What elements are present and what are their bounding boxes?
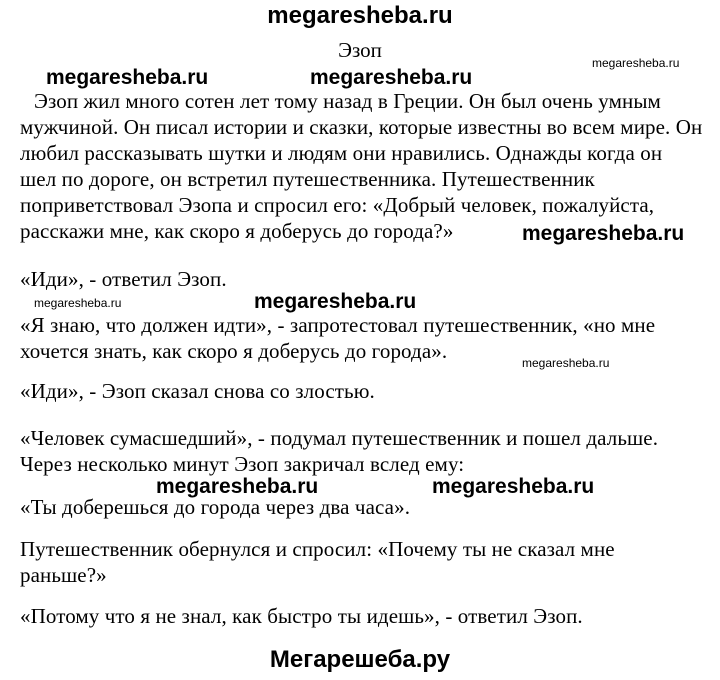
watermark: megaresheba.ru [432,475,595,498]
text-line: «Иди», - Эзоп сказал снова со злостью. [20,379,375,403]
watermark: megaresheba.ru [34,296,122,310]
text-line: шел по дороге, он встретил путешественника. Путешественник [20,167,595,191]
watermark: megaresheba.ru [46,66,209,89]
watermark: megaresheba.ru [310,66,473,89]
text-line: «Человек сумасшедший», - подумал путешественник и пошел дальше. [20,426,659,450]
site-header: megaresheba.ru [267,2,453,29]
watermark: megaresheba.ru [522,356,610,370]
watermark: megaresheba.ru [592,56,680,70]
page-title: Эзоп [338,38,382,62]
text-line: поприветствовал Эзопа и спросил его: «Добрый человек, пожалуйста, [20,193,655,217]
text-line: «Потому что я не знал, как быстро ты идешь», - ответил Эзоп. [20,604,583,628]
site-footer: Мегарешеба.ру [269,646,451,673]
text-line: раньше?» [20,563,107,587]
text-line: мужчиной. Он писал истории и сказки, которые известны во всем мире. Он [20,115,703,139]
text-line: любил рассказывать шутки и людям они нравились. Однажды когда он [20,141,663,165]
text-line: «Я знаю, что должен идти», - запротестовал путешественник, «но мне [20,313,656,337]
text-line: «Ты доберешься до города через два часа». [20,495,411,519]
text-line: Путешественник обернулся и спросил: «Почему ты не сказал мне [20,537,615,561]
text-line: Эзоп жил много сотен лет тому назад в Греции. Он был очень умным [34,89,661,113]
watermark: megaresheba.ru [156,475,319,498]
watermark: megaresheba.ru [254,290,417,313]
text-line: расскажи мне, как скоро я доберусь до города?» [20,219,454,243]
watermark: megaresheba.ru [522,222,685,245]
text-line: «Иди», - ответил Эзоп. [20,267,227,291]
text-line: хочется знать, как скоро я доберусь до города». [20,339,448,363]
text-line: Через несколько минут Эзоп закричал вслед ему: [20,452,465,476]
